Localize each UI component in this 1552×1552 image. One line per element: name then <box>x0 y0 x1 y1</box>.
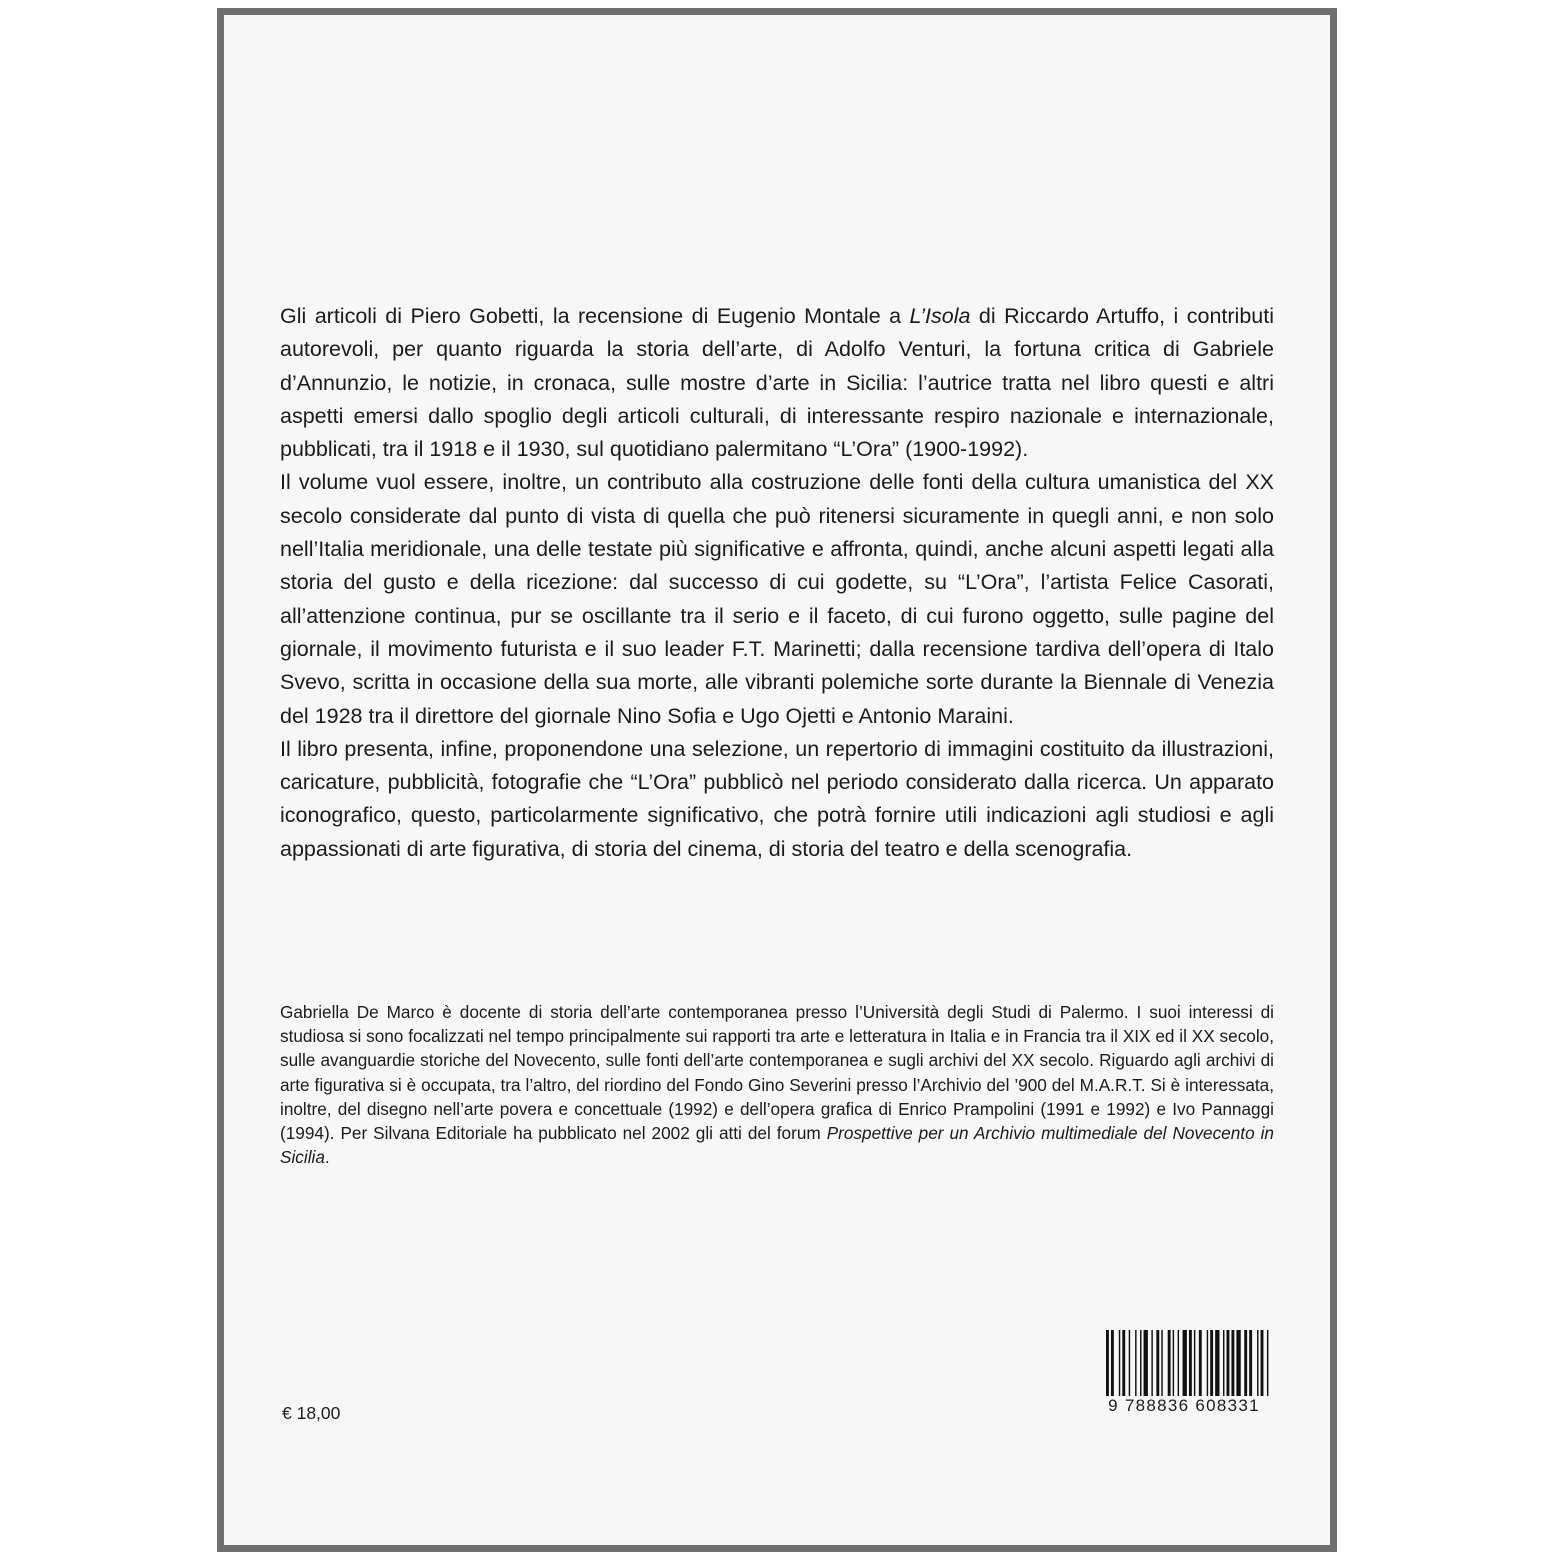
barcode-bar <box>1215 1330 1219 1396</box>
description-paragraph-1: Gli articoli di Piero Gobetti, la recensione di Eugenio Montale a L’Isola di Riccardo Artuffo, i contributi autorevoli, per quanto riguarda la storia dell’arte, di Adolfo Venturi, la fortuna critica di Gabriele d’Annunzio, le notizie, in cronaca, sulle mostre d’arte in Sicilia: l’autrice tratta nel libro questi e altri aspetti emersi dallo spoglio degli articoli culturali, di interessante respiro nazionale e internazionale, pubblicati, tra il 1918 e il 1930, sul quotidiano palermitano “L’Ora” (1900-1992). <box>280 304 1275 462</box>
barcode-bar <box>1129 1330 1130 1396</box>
isbn-barcode <box>1094 1328 1274 1416</box>
author-bio-paragraph: Gabriella De Marco è docente di storia dell’arte contemporanea presso l’Università degli Studi di Palermo. I suoi interessi di studiosa si sono focalizzati nel tempo principalmente sui rapporti tra arte e letteratura in Italia e in Francia tra il XIX ed il XX secolo, sulle avanguardie storiche del Novecento, sulle fonti dell’arte contemporanea e sugli archivi del XX secolo. Riguardo agli archivi di arte figurativa si è occupata, tra l’altro, del riordino del Fondo Gino Severini presso l’Archivio del ’900 del M.A.R.T. Si è interessata, inoltre, del disegno nell’arte povera e concettuale (1992) e dell’opera grafica di Enrico Prampolini (1991 e 1992) e Ivo Pannaggi (1994). Per Silvana Editoriale ha pubblicato nel 2002 gli atti del forum Prospettive per un Archivio multimediale del Novecento in Sicilia. <box>280 1002 1274 1168</box>
barcode-bar <box>1210 1330 1213 1396</box>
barcode-bar <box>1244 1330 1247 1396</box>
forum-title-italic: Prospettive per un Archivio multimediale del Novecento in Sicilia <box>280 1123 1274 1168</box>
barcode-bar <box>1236 1330 1240 1396</box>
barcode-bar <box>1249 1330 1252 1396</box>
barcode-bar <box>1173 1330 1174 1396</box>
isbn-number: 9 788836 608331 <box>1096 1396 1272 1416</box>
barcode-bar <box>1156 1330 1159 1396</box>
barcode-bar <box>1144 1330 1148 1396</box>
barcode-bar <box>1151 1330 1152 1396</box>
barcode-bar <box>1231 1330 1234 1396</box>
barcode-bar <box>1168 1330 1171 1396</box>
author-bio <box>280 1000 1274 1169</box>
barcode-bar <box>1194 1330 1195 1396</box>
barcode-bar <box>1140 1330 1141 1396</box>
description-paragraph-2: Il volume vuol essere, inoltre, un contributo alla costruzione delle fonti della cultura umanistica del XX secolo considerate dal punto di vista di quella che può ritenersi sicuramente in quegli anni, e non solo nell’Italia meridionale, una delle testate più significative e affronta, quindi, anche alcuni aspetti legati alla storia del gusto e della ricezione: dal successo di cui godette, su “L’Ora”, l’artista Felice Casorati, all’attenzione continua, pur se oscillante tra il serio e il faceto, di cui furono oggetto, sulle pagine del giornale, il movimento futurista e il suo leader F.T. Marinetti; dalla recensione tardiva dell’opera di Italo Svevo, scritta in occasione della sua morte, alle vibranti polemiche sorte durante la Biennale di Venezia del 1928 tra il direttore del giornale Nino Sofia e Ugo Ojetti e Antonio Maraini. <box>280 470 1274 728</box>
barcode-bar <box>1178 1330 1179 1396</box>
barcode-bar <box>1183 1330 1187 1396</box>
barcode-bar <box>1207 1330 1208 1396</box>
barcode-bar <box>1119 1330 1120 1396</box>
barcode-bar <box>1122 1330 1125 1396</box>
barcode-bar <box>1257 1330 1258 1396</box>
barcode-bar <box>1227 1330 1230 1396</box>
price-label: € 18,00 <box>282 1403 341 1423</box>
barcode-bar <box>1189 1330 1192 1396</box>
barcode-bar <box>1223 1330 1224 1396</box>
book-description <box>280 300 1274 866</box>
description-paragraph-3: Il libro presenta, infine, proponendone una selezione, un repertorio di immagini costituito da illustrazioni, caricature, pubblicità, fotografie che “L’Ora” pubblicò nel periodo considerato dalla ricerca. Un apparato iconografico, questo, particolarmente significativo, che potrà fornire utili indicazioni agli studiosi e agli appassionati di arte figurativa, di storia del cinema, di storia del teatro e della scenografia. <box>280 736 1274 861</box>
barcode-bar <box>1135 1330 1136 1396</box>
book-title-italic: L’Isola <box>909 304 971 328</box>
barcode-bar <box>1199 1330 1202 1396</box>
barcode-bar <box>1161 1330 1162 1396</box>
